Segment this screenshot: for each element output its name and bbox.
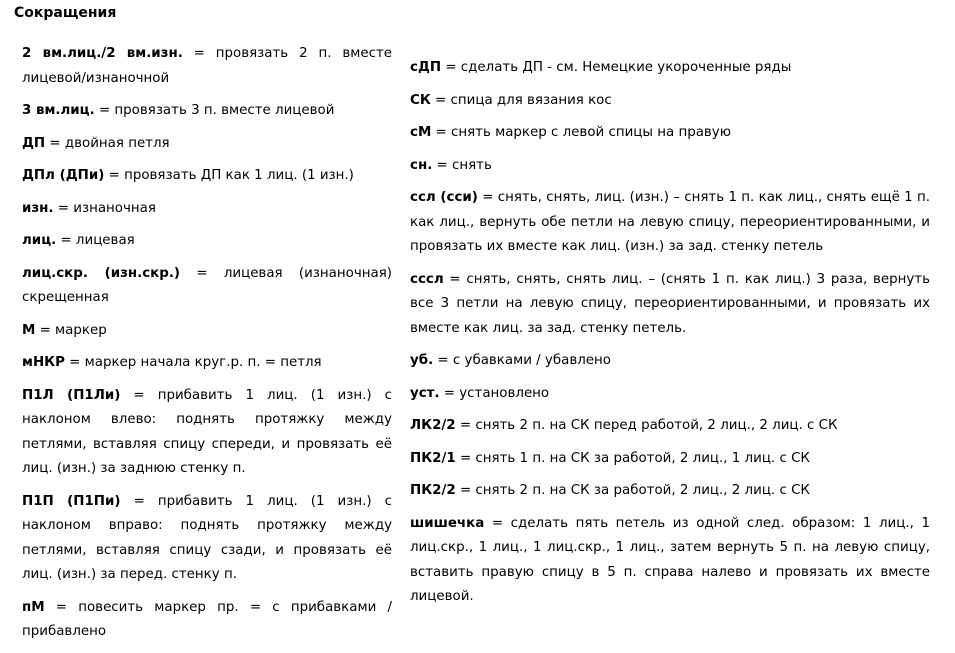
abbreviation-entry — [410, 186, 930, 260]
abbreviation-term: П1П (П1Пи) — [22, 493, 121, 509]
abbreviation-term: 2 вм.лиц./2 вм.изн. — [22, 46, 183, 61]
abbreviation-definition: = лицевая — [56, 233, 135, 248]
abbreviation-entry — [22, 42, 392, 91]
abbreviation-entry — [22, 197, 392, 222]
abbreviation-definition: = снять 2 п. на СК за работой, 2 лиц., 2 лиц. с СК — [455, 483, 810, 498]
abbreviation-entry — [410, 56, 930, 81]
abbreviation-definition: = сделать пять петель из одной след. образом: 1 лиц., 1 лиц.скр., 1 лиц., 1 лиц.скр., 1 лиц., затем вернуть 5 п. на левую спицу, вставить правую спицу в 5 п. справа налево и провязать их вместе лицевой. — [410, 515, 930, 604]
abbreviation-term: ДП — [22, 135, 46, 151]
abbreviation-definition: = спица для вязания кос — [430, 92, 612, 108]
abbreviation-term: 3 вм.лиц. — [22, 103, 95, 118]
abbreviation-term: СК — [410, 92, 431, 108]
abbreviation-entry — [22, 132, 392, 157]
abbreviation-entry — [410, 479, 930, 504]
abbreviation-definition: = снять 2 п. на СК перед работой, 2 лиц., 2 лиц. с СК — [455, 418, 838, 433]
right-column — [410, 56, 930, 618]
abbreviation-entry — [22, 164, 392, 189]
abbreviation-entry — [410, 349, 930, 374]
abbreviation-definition: = провязать 2 п. вместе лицевой/изнаночной — [22, 46, 392, 86]
abbreviation-term: сн. — [410, 157, 433, 173]
abbreviation-term: уст. — [410, 385, 440, 401]
abbreviation-term: сМ — [410, 125, 432, 140]
abbreviation-definition: = провязать 3 п. вместе лицевой — [94, 103, 335, 118]
abbreviation-definition: = установлено — [439, 385, 550, 401]
abbreviation-term: ПК2/2 — [410, 483, 456, 498]
abbreviation-term: уб. — [410, 353, 434, 368]
abbreviation-definition: = снять, снять, снять лиц. – (снять 1 п. как лиц.) 3 раза, вернуть все 3 петли на левую спицу, переориентированными, и провязать их вместе как лиц. за зад. стенку петель. — [410, 271, 930, 336]
abbreviation-term: ссл (сси) — [410, 190, 478, 205]
abbreviation-definition: = изнаночная — [53, 200, 156, 216]
abbreviation-entry — [22, 99, 392, 124]
abbreviation-definition: = лицевая (изнаночная) скрещенная — [22, 265, 392, 305]
abbreviation-entry — [410, 89, 930, 114]
abbreviation-entry — [22, 262, 392, 311]
abbreviation-definition: = снять — [432, 157, 492, 173]
abbreviation-definition: = повесить маркер пр. = с прибавками / прибавлено — [22, 599, 392, 639]
abbreviation-term: изн. — [22, 200, 54, 216]
abbreviation-entry — [410, 414, 930, 439]
abbreviation-definition: = прибавить 1 лиц. (1 изн.) с наклоном влево: поднять протяжку между петлями, вставляя спицу спереди, и провязать её лиц. (изн.) за заднюю стенку п. — [22, 387, 392, 476]
abbreviation-entry — [22, 596, 392, 645]
abbreviation-definition: = снять 1 п. на СК за работой, 2 лиц., 1 лиц. с СК — [455, 450, 810, 466]
abbreviation-definition: = прибавить 1 лиц. (1 изн.) с наклоном вправо: поднять протяжку между петлями, вставляя спицу сзади, и провязать её лиц. (изн.) за перед. стенку п. — [22, 493, 392, 582]
abbreviation-definition: = маркер начала круг.р. п. = петля — [64, 355, 322, 370]
abbreviation-term: сДП — [410, 60, 442, 75]
abbreviation-term: ПК2/1 — [410, 450, 456, 466]
abbreviation-entry — [22, 319, 392, 344]
left-column — [22, 42, 392, 653]
abbreviation-definition: = снять маркер с левой спицы на правую — [431, 125, 731, 140]
abbreviation-entry — [22, 490, 392, 588]
abbreviation-entry — [410, 382, 930, 407]
abbreviation-term: мНКР — [22, 355, 65, 370]
abbreviation-entry — [410, 121, 930, 146]
abbreviation-term: сссл — [410, 271, 444, 287]
abbreviation-entry — [410, 268, 930, 342]
abbreviation-definition: = снять, снять, лиц. (изн.) – снять 1 п. как лиц., снять ещё 1 п. как лиц., вернуть обе петли на левую спицу, переориентированными, и провязать их вместе как лиц. (изн.) за зад. стенку петель — [410, 190, 931, 254]
abbreviation-term: пМ — [22, 599, 45, 615]
abbreviation-entry — [410, 154, 930, 179]
abbreviation-entry — [410, 512, 930, 610]
abbreviation-term: шишечка — [410, 515, 485, 531]
abbreviation-definition: = маркер — [35, 322, 107, 338]
abbreviation-term: лиц.скр. (изн.скр.) — [22, 265, 181, 281]
abbreviation-term: М — [22, 322, 36, 338]
abbreviation-definition: = с убавками / убавлено — [433, 353, 611, 368]
abbreviation-term: лиц. — [22, 233, 57, 248]
abbreviation-definition: = сделать ДП - см. Немецкие укороченные ряды — [441, 60, 792, 75]
abbreviation-entry — [22, 351, 392, 376]
abbreviation-term: ДПл (ДПи) — [22, 168, 105, 183]
abbreviation-entry — [22, 229, 392, 254]
abbreviation-definition: = провязать ДП как 1 лиц. (1 изн.) — [104, 168, 354, 183]
abbreviation-definition: = двойная петля — [45, 135, 170, 151]
abbreviation-entry — [410, 447, 930, 472]
page-title: Сокращения — [14, 5, 117, 21]
abbreviation-term: П1Л (П1Ли) — [22, 387, 121, 403]
abbreviation-term: ЛК2/2 — [410, 418, 456, 433]
abbreviation-entry — [22, 384, 392, 482]
